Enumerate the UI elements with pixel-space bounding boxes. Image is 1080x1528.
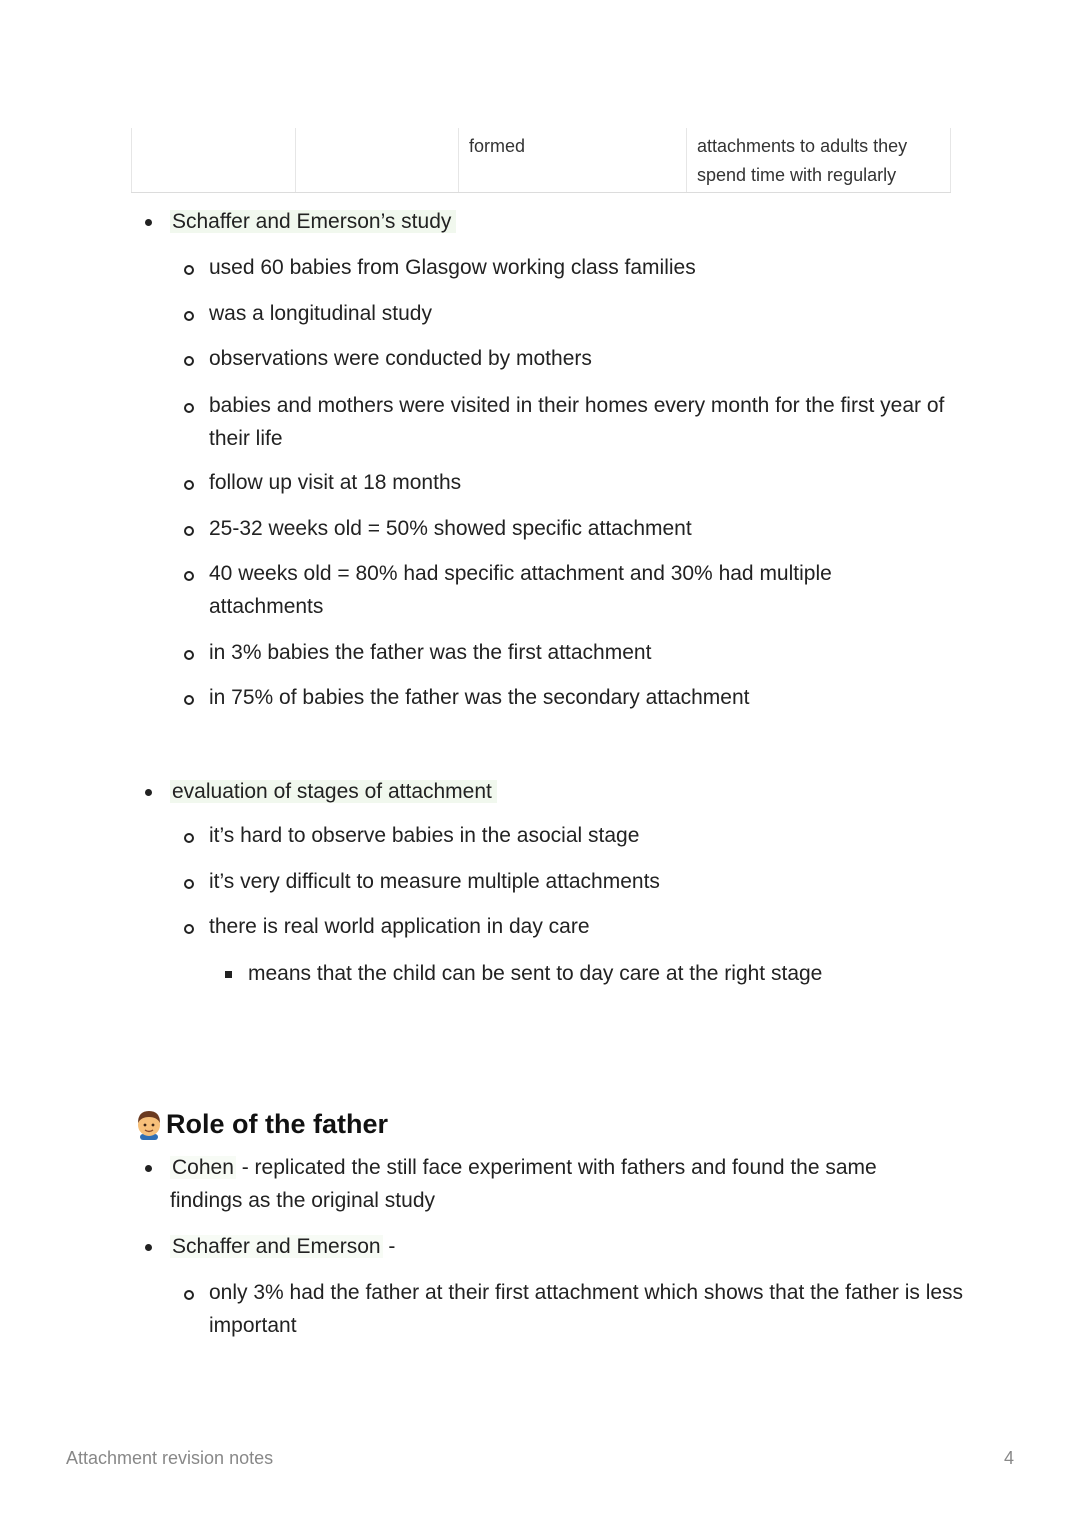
bullet	[184, 403, 194, 413]
list-item: in 75% of babies the father was the secondary attachment	[209, 686, 750, 709]
bullet	[184, 265, 194, 275]
table-cell	[132, 128, 296, 193]
table-cell	[296, 128, 459, 193]
list-item: in 3% babies the father was the first attachment	[209, 641, 652, 664]
table-cell: attachments to adults they spend time with regularly	[687, 128, 951, 193]
list-item: it’s very difficult to measure multiple attachments	[209, 870, 660, 893]
cohen-text: - replicated the still face experiment with fathers and found the same findings as the original study	[170, 1156, 877, 1212]
man-emoji-icon	[134, 1108, 164, 1140]
table-row	[132, 128, 951, 193]
table-fragment	[131, 128, 951, 193]
cohen-name: Cohen	[172, 1156, 234, 1179]
bullet	[184, 879, 194, 889]
list-item: only 3% had the father at their first attachment which shows that the father is less important	[209, 1281, 964, 1337]
bullet	[184, 1290, 194, 1300]
schaffer-name: Schaffer and Emerson	[172, 1235, 381, 1258]
list-item-cohen	[170, 1151, 930, 1217]
bullet	[184, 833, 194, 843]
bullet	[225, 971, 232, 978]
section-title-schaffer: Schaffer and Emerson’s study	[170, 205, 456, 238]
bullet	[145, 1244, 152, 1251]
list-item: 40 weeks old = 80% had specific attachment and 30% had multiple attachments	[209, 562, 832, 618]
bullet	[145, 1165, 152, 1172]
bullet	[184, 356, 194, 366]
list-item: follow up visit at 18 months	[209, 471, 462, 494]
bullet	[145, 219, 152, 226]
bullet	[184, 571, 194, 581]
bullet	[184, 526, 194, 536]
list-item: observations were conducted by mothers	[209, 347, 592, 370]
list-item: babies and mothers were visited in their homes every month for the first year of their life	[209, 394, 945, 450]
list-item: was a longitudinal study	[209, 302, 432, 325]
list-item: there is real world application in day care	[209, 915, 590, 938]
bullet	[184, 924, 194, 934]
table-cell: formed	[459, 128, 687, 193]
bullet	[184, 311, 194, 321]
list-item-schaffer	[170, 1230, 395, 1263]
bullet	[184, 650, 194, 660]
list-item: 25-32 weeks old = 50% showed specific attachment	[209, 517, 692, 540]
father-heading-text: Role of the father	[166, 1109, 389, 1139]
list-item: used 60 babies from Glasgow working class families	[209, 256, 696, 279]
section-title-evaluation: evaluation of stages of attachment	[170, 775, 497, 808]
bullet	[184, 695, 194, 705]
footer-title: Attachment revision notes	[66, 1448, 274, 1468]
sub-list-item: means that the child can be sent to day care at the right stage	[248, 962, 823, 985]
bullet	[184, 480, 194, 490]
section-heading-father	[134, 1104, 388, 1144]
page-number: 4	[1004, 1448, 1015, 1468]
bullet	[145, 789, 152, 796]
list-item: it’s hard to observe babies in the asocial stage	[209, 824, 640, 847]
schaffer-suffix: -	[382, 1235, 396, 1258]
